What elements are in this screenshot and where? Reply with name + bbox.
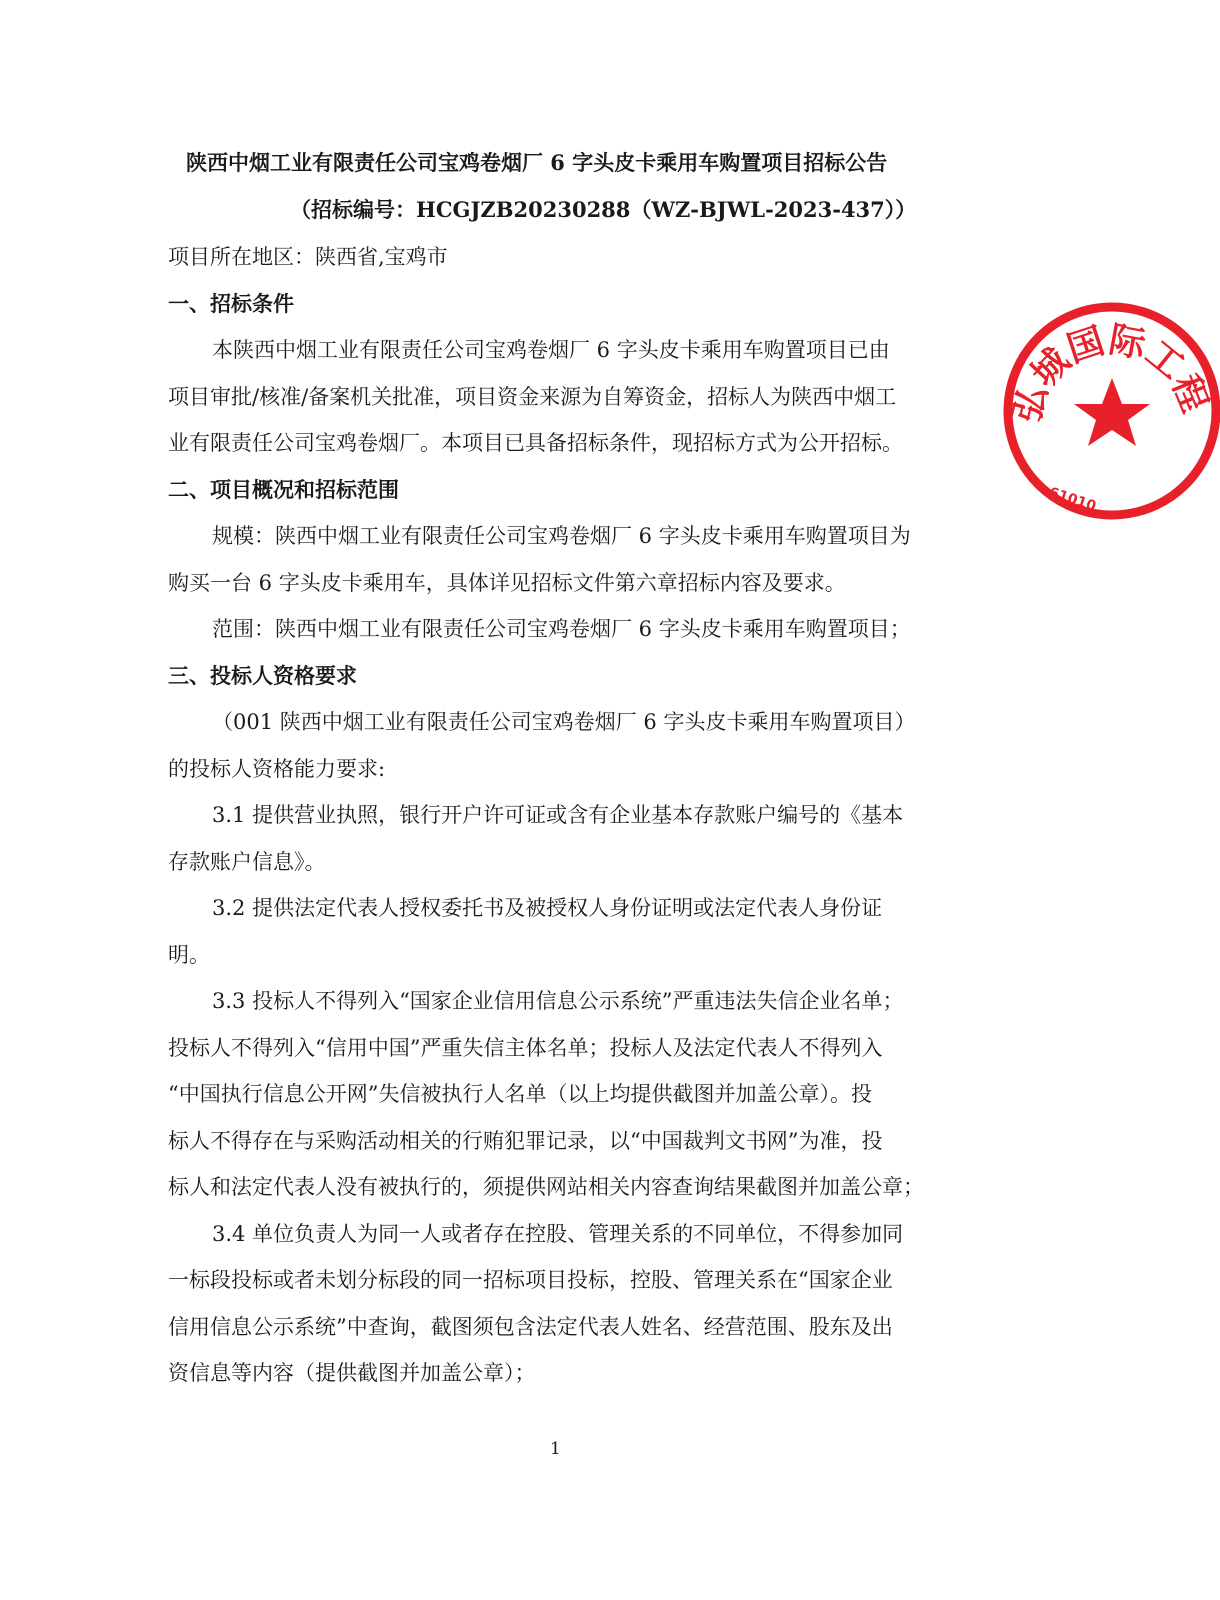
section1-line: 本陕西中烟工业有限责任公司宝鸡卷烟厂 6 字头皮卡乘用车购置项目已由 (212, 338, 890, 362)
section1-line: 业有限责任公司宝鸡卷烟厂。本项目已具备招标条件，现招标方式为公开招标。 (168, 431, 903, 455)
section3-line: 资信息等内容（提供截图并加盖公章）； (168, 1361, 536, 1385)
seal-number: 61010 (1046, 484, 1099, 515)
section3-line: 存款账户信息》。 (168, 850, 326, 874)
section3-line: 投标人不得列入“信用中国”严重失信主体名单；投标人及法定代表人不得列入 (168, 1036, 883, 1060)
section3-heading: 三、投标人资格要求 (168, 663, 357, 688)
tender-number: （招标编号：HCGJZB20230288（WZ-BJWL-2023-437）） (290, 197, 917, 222)
seal-graphic (1000, 300, 1220, 522)
section3-line: 3.4 单位负责人为同一人或者存在控股、管理关系的不同单位，不得参加同 (212, 1222, 904, 1246)
section2-line: 范围：陕西中烟工业有限责任公司宝鸡卷烟厂 6 字头皮卡乘用车购置项目； (212, 617, 911, 641)
section3-line: 3.1 提供营业执照，银行开户许可证或含有企业基本存款账户编号的《基本 (212, 803, 904, 827)
seal-text: 弘城国际工程 (1005, 318, 1217, 427)
section3-line: 3.2 提供法定代表人授权委托书及被授权人身份证明或法定代表人身份证 (212, 896, 883, 920)
section3-line: 的投标人资格能力要求: (168, 757, 386, 781)
section3-line: （001 陕西中烟工业有限责任公司宝鸡卷烟厂 6 字头皮卡乘用车购置项目） (212, 710, 916, 734)
project-location: 项目所在地区：陕西省,宝鸡市 (168, 245, 448, 269)
section2-line: 购买一台 6 字头皮卡乘用车，具体详见招标文件第六章招标内容及要求。 (168, 571, 846, 595)
section1-line: 项目审批/核准/备案机关批准，项目资金来源为自筹资金，招标人为陕西中烟工 (168, 385, 897, 409)
section3-line: “中国执行信息公开网”失信被执行人名单（以上均提供截图并加盖公章）。投 (168, 1082, 872, 1106)
section3-line: 3.3 投标人不得列入“国家企业信用信息公示系统”严重违法失信企业名单； (212, 989, 904, 1013)
section2-line: 规模：陕西中烟工业有限责任公司宝鸡卷烟厂 6 字头皮卡乘用车购置项目为 (212, 524, 911, 548)
section1-heading: 一、招标条件 (168, 291, 294, 316)
section2-heading: 二、项目概况和招标范围 (168, 477, 399, 502)
document-title: 陕西中烟工业有限责任公司宝鸡卷烟厂 6 字头皮卡乘用车购置项目招标公告 (186, 150, 888, 175)
company-seal (1000, 300, 1217, 522)
seal-star-icon (1074, 378, 1150, 446)
section3-line: 标人不得存在与采购活动相关的行贿犯罪记录，以“中国裁判文书网”为准，投 (168, 1129, 883, 1153)
section3-line: 标人和法定代表人没有被执行的，须提供网站相关内容查询结果截图并加盖公章； (168, 1175, 924, 1199)
section3-line: 明。 (168, 943, 210, 967)
page-number: 1 (550, 1439, 561, 1459)
section3-line: 一标段投标或者未划分标段的同一招标项目投标，控股、管理关系在“国家企业 (168, 1268, 893, 1292)
section3-line: 信用信息公示系统”中查询，截图须包含法定代表人姓名、经营范围、股东及出 (168, 1315, 893, 1339)
